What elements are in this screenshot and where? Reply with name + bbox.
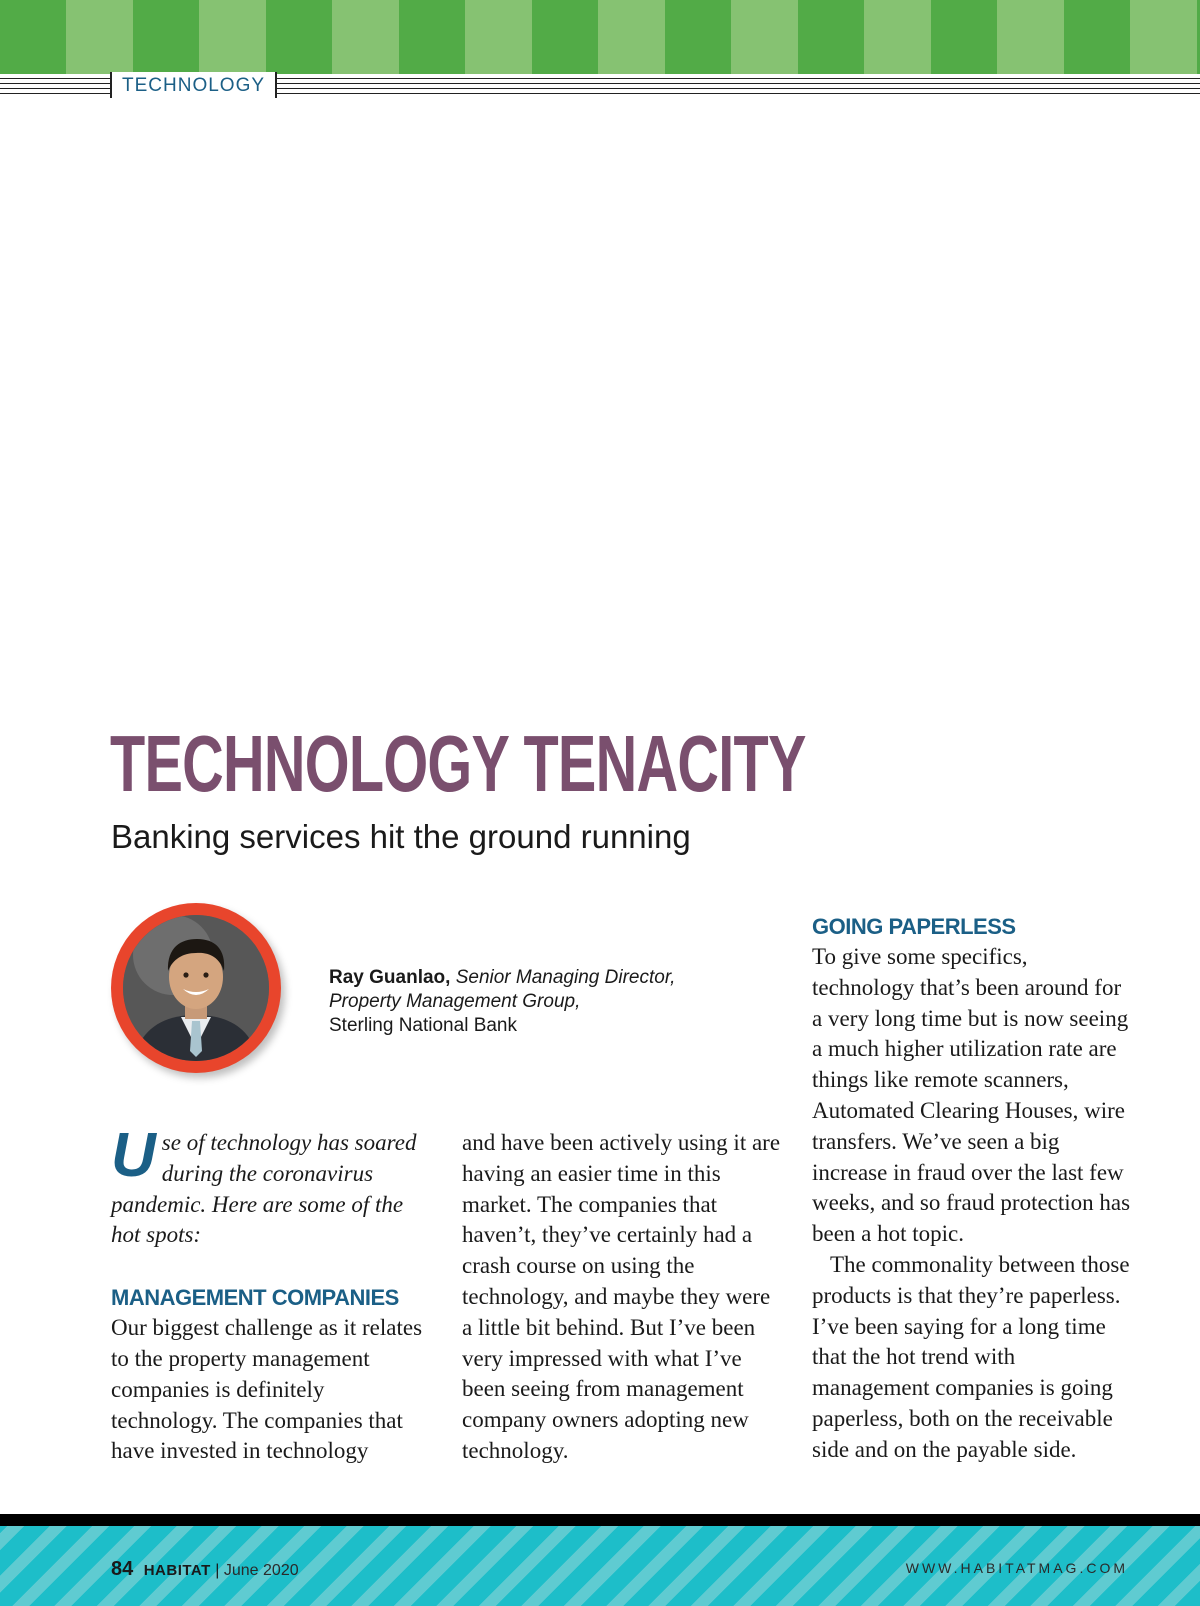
author-byline — [329, 966, 769, 1038]
heading-management-companies: MANAGEMENT COMPANIES — [111, 1285, 399, 1311]
body-paragraph-1b: and have been actively using it are having an easier time in this market. The companies that haven’t, they’ve certainly had a crash course on using the technology, and maybe they were a little bit behind. But I’ve been very impressed with what I’ve been seeing from management company owners adopting new technology. — [462, 1130, 781, 1463]
section-label: TECHNOLOGY — [110, 72, 277, 98]
drop-cap: U — [111, 1121, 156, 1190]
page-number: 84 — [111, 1558, 134, 1580]
author-photo — [111, 903, 281, 1073]
author-company: Sterling National Bank — [329, 1015, 517, 1036]
intro-paragraph — [111, 1121, 431, 1251]
body-paragraph-3: The commonality between those products is that they’re paperless. I’ve been saying for a long time that the hot trend with management companies is going paperless, both on the receivable side and on the payable side. — [812, 1251, 1130, 1462]
author-portrait — [123, 915, 269, 1061]
author-name: Ray Guanlao, — [329, 967, 451, 988]
magazine-name: HABITAT — [143, 1562, 211, 1579]
column-2 — [462, 1128, 782, 1467]
page-folio — [111, 1558, 299, 1581]
article-subhead: Banking services hit the ground running — [111, 818, 691, 855]
article-headline: TECHNOLOGY TENACITY — [110, 719, 806, 808]
author-title-line2: Property Management Group, — [329, 991, 581, 1012]
column-3 — [812, 912, 1132, 1466]
issue-date: June 2020 — [223, 1562, 299, 1579]
column-1 — [111, 1121, 431, 1467]
folio-separator: | — [215, 1562, 220, 1579]
footer-rule — [0, 1514, 1200, 1526]
body-paragraph-1a: Our biggest challenge as it relates to the property management companies is definitely technology. The companies that have invested in technology — [111, 1315, 423, 1464]
author-title-line1: Senior Managing Director, — [455, 967, 676, 988]
portrait-illustration — [123, 915, 269, 1061]
intro-text: se of technology has soared during the coronavirus pandemic. Here are some of the hot spots: — [111, 1130, 417, 1248]
top-stripe-banner — [0, 0, 1200, 74]
website-url: WWW.HABITATMAG.COM — [905, 1560, 1128, 1576]
body-paragraph-2: To give some specifics, technology that’s been around for a very long time but is now seeing a much higher utilization rate are things like remote scanners, Automated Clearing Houses, wire transfers. We’ve seen a big increase in fraud over the last few weeks, and so fraud protection has been a hot topic. — [812, 944, 1131, 1247]
heading-going-paperless: GOING PAPERLESS — [812, 914, 1016, 939]
